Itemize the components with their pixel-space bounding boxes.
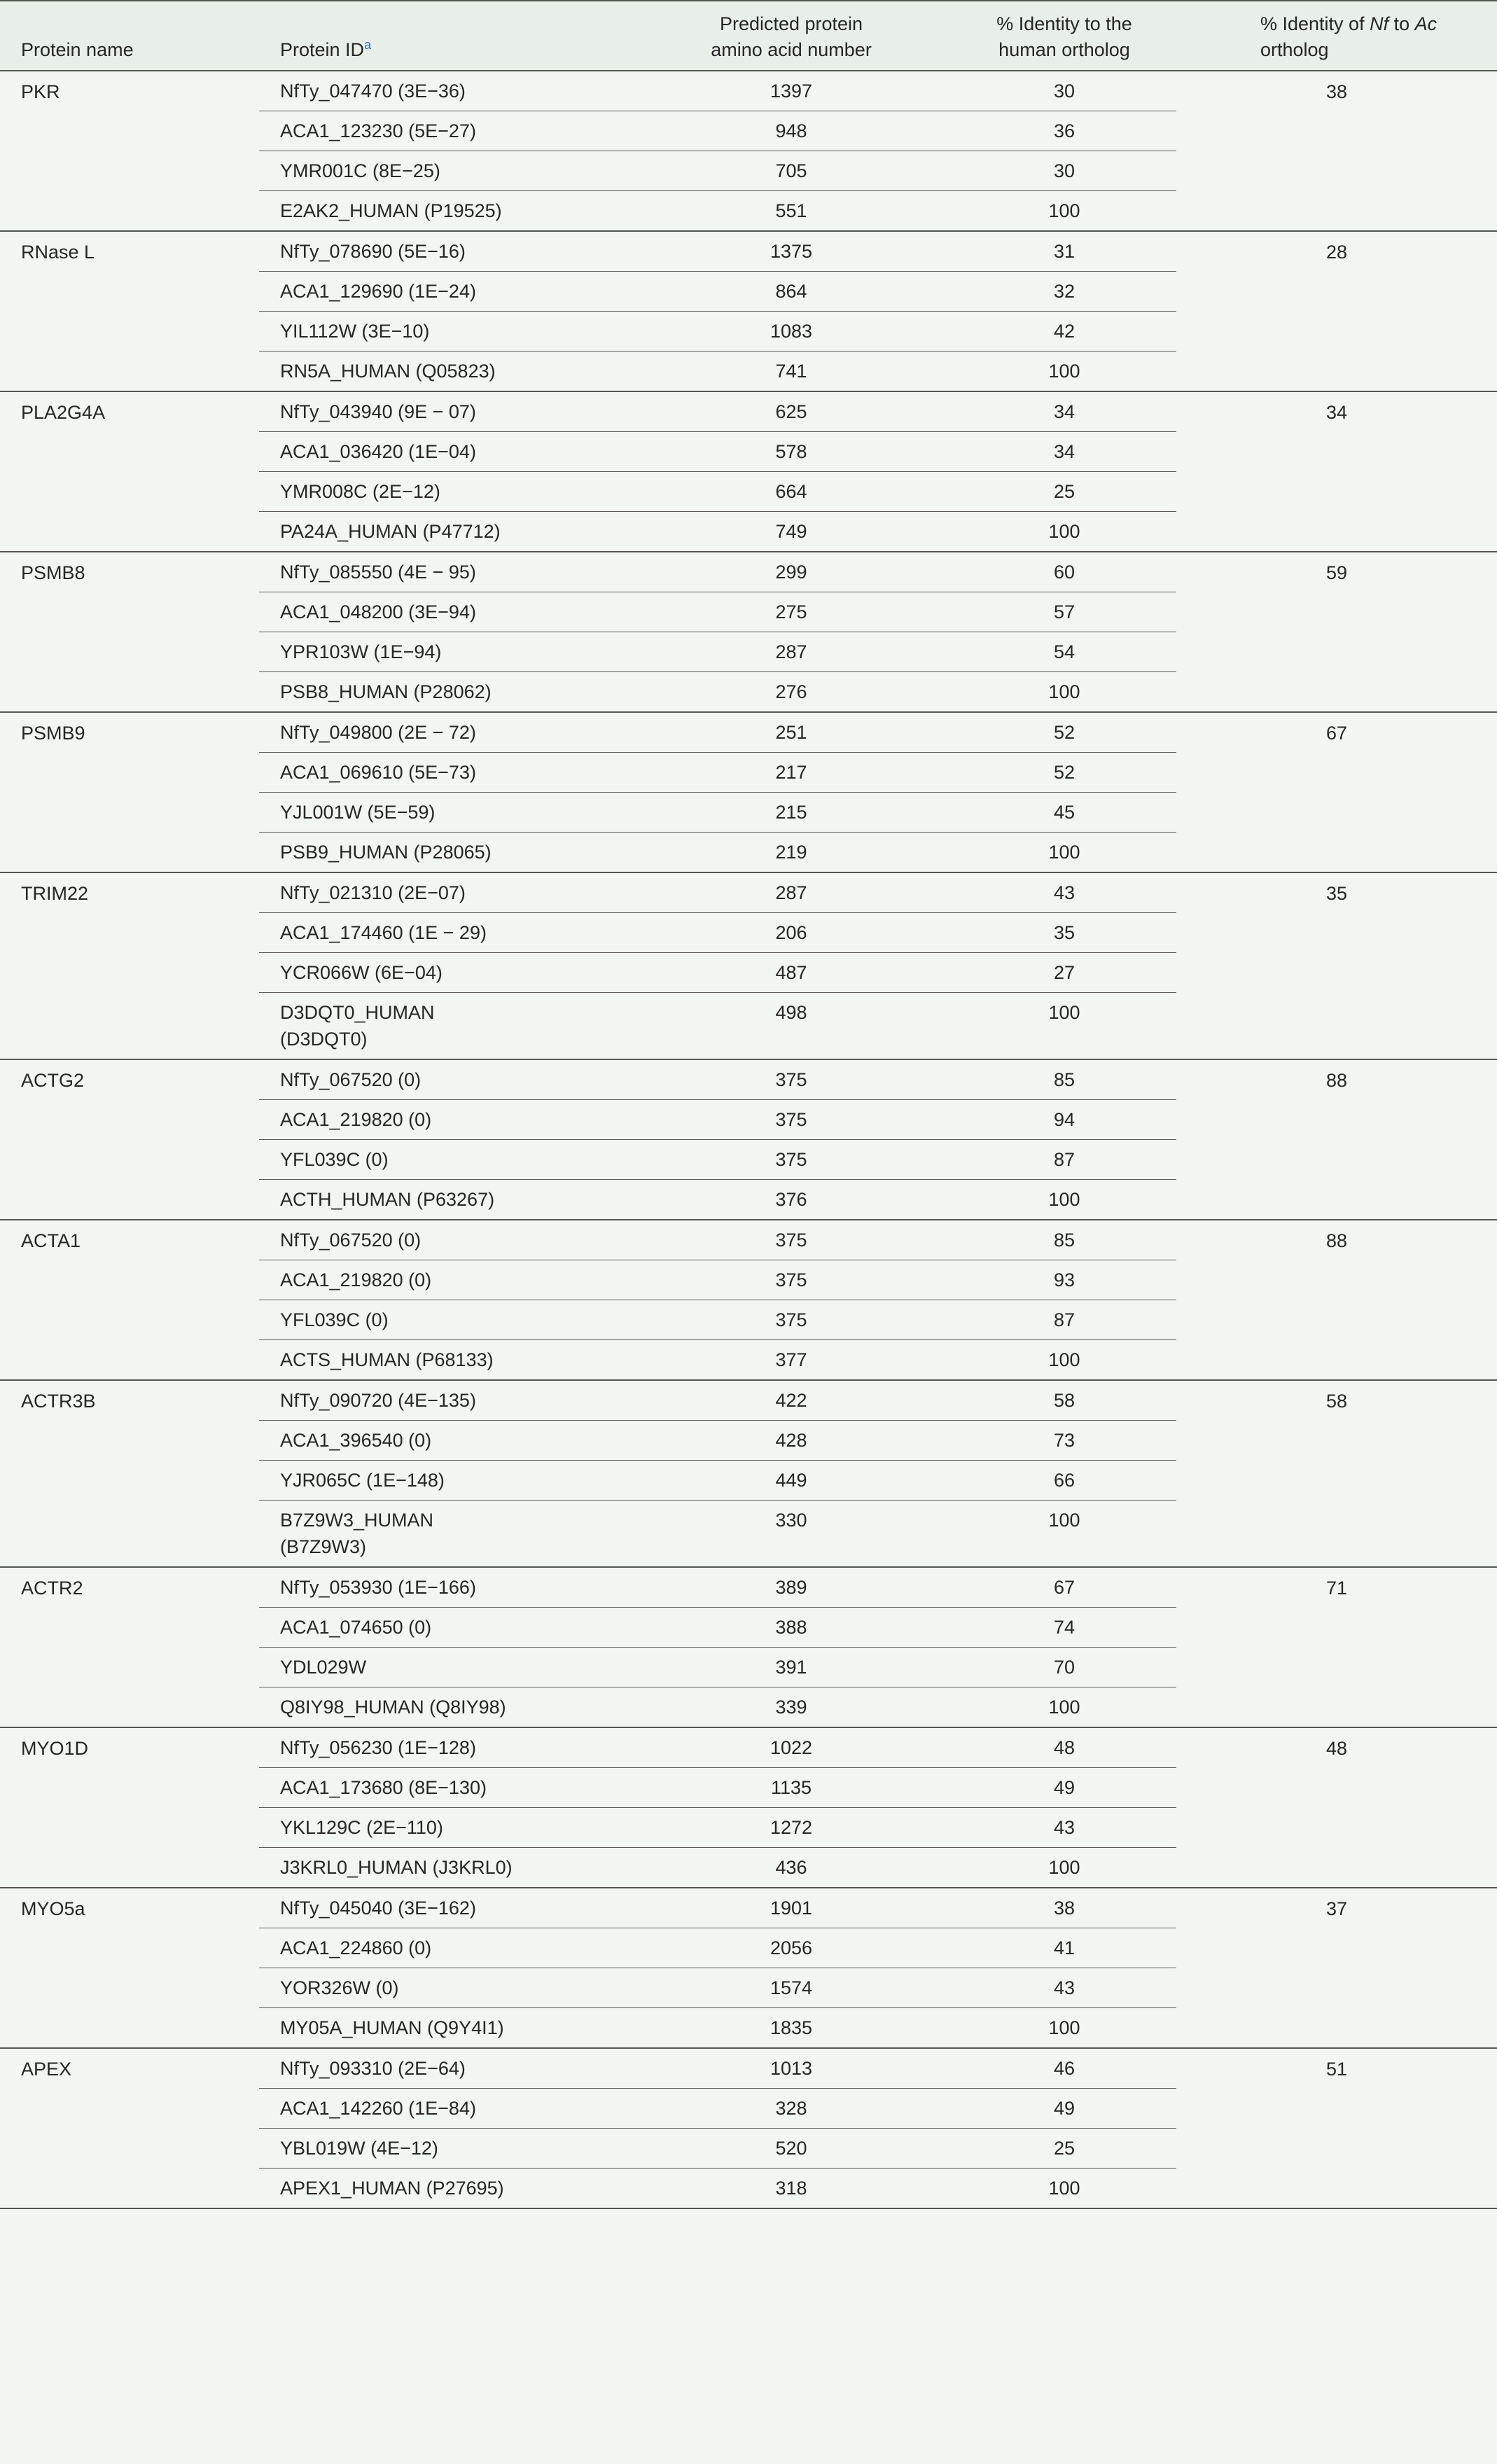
identity-human-cell: 36 — [952, 111, 1176, 151]
protein-id-text: ACA1_219820 (0) — [280, 1269, 432, 1290]
aa-number-cell: 330 — [630, 1501, 952, 1568]
protein-id-text: YBL019W (4E−12) — [280, 2138, 438, 2159]
identity-human-cell: 74 — [952, 1608, 1176, 1648]
protein-id-cell — [259, 1727, 630, 1768]
aa-number-cell: 375 — [630, 1300, 952, 1340]
protein-name-cell: RNase L — [0, 231, 259, 391]
identity-human-cell: 70 — [952, 1648, 1176, 1687]
protein-id-cell — [259, 351, 630, 392]
identity-human-cell: 52 — [952, 753, 1176, 793]
aa-number-cell: 1397 — [630, 71, 952, 111]
protein-id-text: ACTS_HUMAN (P68133) — [280, 1349, 494, 1370]
protein-id-cell — [259, 151, 630, 191]
aa-number-cell: 318 — [630, 2169, 952, 2209]
aa-number-cell: 375 — [630, 1220, 952, 1260]
protein-id-text: PA24A_HUMAN (P47712) — [280, 521, 501, 542]
identity-nf-ac-cell: 48 — [1176, 1727, 1497, 1888]
identity-human-cell: 49 — [952, 1768, 1176, 1808]
protein-id-text: PSB9_HUMAN (P28065) — [280, 842, 492, 863]
protein-id-text: NfTy_093310 (2E−64) — [280, 2058, 466, 2079]
aa-number-cell: 487 — [630, 953, 952, 993]
protein-id-text: ACA1_129690 (1E−24) — [280, 281, 476, 302]
protein-id-cell — [259, 1848, 630, 1888]
protein-name-cell: PLA2G4A — [0, 391, 259, 552]
aa-number-cell: 376 — [630, 1180, 952, 1220]
protein-name-cell: ACTR2 — [0, 1567, 259, 1727]
identity-human-cell: 100 — [952, 1848, 1176, 1888]
identity-human-cell: 30 — [952, 71, 1176, 111]
aa-number-cell: 498 — [630, 993, 952, 1060]
protein-id-cell — [259, 1687, 630, 1728]
identity-human-cell: 38 — [952, 1888, 1176, 1928]
protein-id-cell — [259, 712, 630, 753]
identity-human-cell: 66 — [952, 1461, 1176, 1501]
aa-number-cell: 339 — [630, 1687, 952, 1728]
protein-id-text: NfTy_067520 (0) — [280, 1230, 422, 1251]
table-row — [0, 2048, 1497, 2089]
aa-number-cell: 388 — [630, 1608, 952, 1648]
protein-name-cell: ACTA1 — [0, 1220, 259, 1380]
protein-id-text: NfTy_090720 (4E−135) — [280, 1390, 476, 1411]
protein-id-cell — [259, 512, 630, 552]
identity-human-cell: 46 — [952, 2048, 1176, 2089]
identity-human-cell: 32 — [952, 272, 1176, 312]
aa-number-cell: 375 — [630, 1100, 952, 1140]
protein-id-cell — [259, 1260, 630, 1300]
aa-number-cell: 251 — [630, 712, 952, 753]
aa-number-cell: 1835 — [630, 2008, 952, 2049]
aa-number-cell: 1901 — [630, 1888, 952, 1928]
protein-id-text: NfTy_067520 (0) — [280, 1069, 422, 1090]
protein-id-cell — [259, 592, 630, 632]
table-row — [0, 1059, 1497, 1100]
protein-id-cell — [259, 1888, 630, 1928]
protein-id-cell — [259, 2129, 630, 2169]
protein-id-cell — [259, 1648, 630, 1687]
protein-id-text: YMR008C (2E−12) — [280, 481, 440, 502]
aa-number-cell: 625 — [630, 391, 952, 432]
identity-human-cell: 100 — [952, 993, 1176, 1060]
protein-id-cell — [259, 231, 630, 272]
protein-id-accession: (D3DQT0) — [280, 1029, 368, 1050]
identity-nf-ac-cell: 34 — [1176, 391, 1497, 552]
protein-id-text: ACA1_224860 (0) — [280, 1937, 432, 1958]
protein-id-cell — [259, 552, 630, 592]
protein-id-text: NfTy_056230 (1E−128) — [280, 1737, 476, 1758]
identity-human-cell: 58 — [952, 1380, 1176, 1421]
identity-human-cell: 100 — [952, 351, 1176, 392]
aa-number-cell: 215 — [630, 793, 952, 833]
identity-human-cell: 43 — [952, 872, 1176, 913]
identity-human-cell: 100 — [952, 1340, 1176, 1381]
protein-id-cell — [259, 913, 630, 953]
aa-number-cell: 219 — [630, 833, 952, 873]
table-row — [0, 872, 1497, 913]
protein-id-text: YCR066W (6E−04) — [280, 962, 443, 983]
protein-id-text: D3DQT0_HUMAN — [280, 1002, 435, 1023]
identity-human-cell: 42 — [952, 312, 1176, 351]
protein-id-text: YPR103W (1E−94) — [280, 641, 442, 662]
table-row — [0, 1727, 1497, 1768]
protein-id-cell — [259, 1968, 630, 2008]
protein-id-cell — [259, 993, 630, 1060]
protein-id-text: ACA1_174460 (1E − 29) — [280, 922, 487, 943]
protein-id-cell — [259, 1608, 630, 1648]
aa-number-cell: 375 — [630, 1140, 952, 1180]
protein-id-cell — [259, 272, 630, 312]
identity-human-cell: 54 — [952, 632, 1176, 672]
protein-id-cell — [259, 632, 630, 672]
aa-number-cell: 377 — [630, 1340, 952, 1381]
protein-id-cell — [259, 391, 630, 432]
aa-number-cell: 389 — [630, 1567, 952, 1608]
identity-human-cell: 100 — [952, 512, 1176, 552]
aa-number-cell: 287 — [630, 872, 952, 913]
protein-id-text: PSB8_HUMAN (P28062) — [280, 681, 492, 702]
identity-human-cell: 57 — [952, 592, 1176, 632]
identity-human-cell: 94 — [952, 1100, 1176, 1140]
identity-human-cell: 25 — [952, 472, 1176, 512]
identity-human-cell: 34 — [952, 391, 1176, 432]
protein-id-text: ACA1_069610 (5E−73) — [280, 762, 476, 783]
protein-id-text: YFL039C (0) — [280, 1149, 389, 1170]
aa-number-cell: 391 — [630, 1648, 952, 1687]
protein-id-cell — [259, 672, 630, 713]
protein-id-text: NfTy_049800 (2E − 72) — [280, 722, 476, 743]
identity-human-cell: 85 — [952, 1220, 1176, 1260]
protein-id-cell — [259, 1140, 630, 1180]
aa-number-cell: 375 — [630, 1059, 952, 1100]
protein-id-cell — [259, 1059, 630, 1100]
identity-nf-ac-cell: 59 — [1176, 552, 1497, 712]
protein-id-cell — [259, 312, 630, 351]
protein-id-text: J3KRL0_HUMAN (J3KRL0) — [280, 1857, 513, 1878]
protein-name-cell: ACTR3B — [0, 1380, 259, 1567]
protein-id-text: NfTy_043940 (9E − 07) — [280, 401, 476, 422]
aa-number-cell: 664 — [630, 472, 952, 512]
identity-human-cell: 67 — [952, 1567, 1176, 1608]
identity-human-cell: 43 — [952, 1968, 1176, 2008]
aa-number-cell: 1022 — [630, 1727, 952, 1768]
protein-id-text: ACTH_HUMAN (P63267) — [280, 1189, 495, 1210]
protein-id-text: NfTy_078690 (5E−16) — [280, 241, 466, 262]
identity-human-cell: 100 — [952, 1180, 1176, 1220]
identity-human-cell: 100 — [952, 672, 1176, 713]
identity-human-cell: 41 — [952, 1928, 1176, 1968]
identity-nf-ac-cell: 88 — [1176, 1220, 1497, 1380]
table-row — [0, 71, 1497, 111]
aa-number-cell: 217 — [630, 753, 952, 793]
table-row — [0, 1888, 1497, 1928]
aa-number-cell: 328 — [630, 2089, 952, 2129]
identity-human-cell: 25 — [952, 2129, 1176, 2169]
identity-human-cell: 100 — [952, 1687, 1176, 1728]
protein-id-cell — [259, 1220, 630, 1260]
identity-human-cell: 93 — [952, 1260, 1176, 1300]
table-row — [0, 1220, 1497, 1260]
protein-id-cell — [259, 2089, 630, 2129]
protein-name-cell: MYO1D — [0, 1727, 259, 1888]
aa-number-cell: 578 — [630, 432, 952, 472]
aa-number-cell: 375 — [630, 1260, 952, 1300]
protein-id-cell — [259, 1340, 630, 1381]
protein-id-cell — [259, 1300, 630, 1340]
identity-nf-ac-cell: 58 — [1176, 1380, 1497, 1567]
protein-id-cell — [259, 793, 630, 833]
protein-id-text: ACA1_396540 (0) — [280, 1430, 432, 1451]
protein-id-cell — [259, 1768, 630, 1808]
aa-number-cell: 276 — [630, 672, 952, 713]
protein-id-cell — [259, 1380, 630, 1421]
protein-name-cell: MYO5a — [0, 1888, 259, 2048]
aa-number-cell: 1272 — [630, 1808, 952, 1848]
protein-id-text: E2AK2_HUMAN (P19525) — [280, 200, 502, 221]
aa-number-cell: 864 — [630, 272, 952, 312]
identity-human-cell: 100 — [952, 1501, 1176, 1568]
identity-human-cell: 31 — [952, 231, 1176, 272]
protein-id-accession: (B7Z9W3) — [280, 1536, 367, 1557]
protein-id-text: YKL129C (2E−110) — [280, 1817, 443, 1838]
aa-number-cell: 1135 — [630, 1768, 952, 1808]
table-body — [0, 71, 1497, 2208]
protein-id-text: MY05A_HUMAN (Q9Y4I1) — [280, 2017, 504, 2038]
protein-id-cell — [259, 872, 630, 913]
identity-human-cell: 52 — [952, 712, 1176, 753]
identity-human-cell: 34 — [952, 432, 1176, 472]
table-row — [0, 231, 1497, 272]
protein-name-cell: PSMB8 — [0, 552, 259, 712]
identity-human-cell: 100 — [952, 191, 1176, 232]
aa-number-cell: 1013 — [630, 2048, 952, 2089]
header-identity-nf-ac: % Identity of Nf to Ac ortholog — [1176, 1, 1497, 71]
protein-name-cell: TRIM22 — [0, 872, 259, 1059]
protein-id-text: NfTy_047470 (3E−36) — [280, 81, 466, 102]
protein-id-cell — [259, 2008, 630, 2049]
protein-id-text: ACA1_074650 (0) — [280, 1617, 432, 1638]
protein-id-text: ACA1_123230 (5E−27) — [280, 120, 476, 141]
footnote-marker[interactable]: a — [364, 38, 372, 52]
protein-id-cell — [259, 1461, 630, 1501]
protein-id-text: ACA1_048200 (3E−94) — [280, 601, 476, 622]
protein-id-cell — [259, 753, 630, 793]
protein-id-cell — [259, 953, 630, 993]
identity-nf-ac-cell: 35 — [1176, 872, 1497, 1059]
identity-human-cell: 85 — [952, 1059, 1176, 1100]
protein-id-cell — [259, 472, 630, 512]
protein-id-cell — [259, 71, 630, 111]
identity-human-cell: 87 — [952, 1300, 1176, 1340]
header-protein-name: Protein name — [0, 1, 259, 71]
identity-human-cell: 100 — [952, 2169, 1176, 2209]
identity-human-cell: 87 — [952, 1140, 1176, 1180]
protein-name-cell: PKR — [0, 71, 259, 231]
aa-number-cell: 1083 — [630, 312, 952, 351]
header-protein-id: Protein $ID^a$ — [259, 1, 630, 71]
aa-number-cell: 287 — [630, 632, 952, 672]
identity-human-cell: 100 — [952, 2008, 1176, 2049]
identity-human-cell: 73 — [952, 1421, 1176, 1461]
protein-id-text: YMR001C (8E−25) — [280, 160, 440, 181]
aa-number-cell: 206 — [630, 913, 952, 953]
protein-id-text: NfTy_021310 (2E−07) — [280, 882, 466, 903]
identity-human-cell: 100 — [952, 833, 1176, 873]
protein-id-cell — [259, 1100, 630, 1140]
identity-nf-ac-cell: 88 — [1176, 1059, 1497, 1220]
identity-human-cell: 60 — [952, 552, 1176, 592]
aa-number-cell: 275 — [630, 592, 952, 632]
protein-id-text: ACA1_173680 (8E−130) — [280, 1777, 487, 1798]
protein-id-text: RN5A_HUMAN (Q05823) — [280, 361, 496, 382]
protein-id-cell — [259, 1567, 630, 1608]
table-row — [0, 1567, 1497, 1608]
identity-human-cell: 48 — [952, 1727, 1176, 1768]
protein-id-cell — [259, 111, 630, 151]
aa-number-cell: 422 — [630, 1380, 952, 1421]
protein-id-cell — [259, 1928, 630, 1968]
identity-nf-ac-cell: 51 — [1176, 2048, 1497, 2208]
aa-number-cell: 299 — [630, 552, 952, 592]
protein-name-cell: APEX — [0, 2048, 259, 2208]
identity-nf-ac-cell: 37 — [1176, 1888, 1497, 2048]
protein-id-text: Q8IY98_HUMAN (Q8IY98) — [280, 1697, 506, 1718]
protein-id-cell — [259, 1180, 630, 1220]
aa-number-cell: 449 — [630, 1461, 952, 1501]
protein-id-cell — [259, 2169, 630, 2209]
table-row — [0, 712, 1497, 753]
protein-name-cell: ACTG2 — [0, 1059, 259, 1220]
aa-number-cell: 436 — [630, 1848, 952, 1888]
protein-name-cell: PSMB9 — [0, 712, 259, 872]
protein-id-text: ACA1_219820 (0) — [280, 1109, 432, 1130]
protein-id-cell — [259, 2048, 630, 2089]
protein-id-text: ACA1_142260 (1E−84) — [280, 2098, 476, 2119]
header-row — [0, 1, 1497, 71]
header-aa-number: Predicted protein amino acid number — [630, 1, 952, 71]
identity-human-cell: 43 — [952, 1808, 1176, 1848]
protein-id-cell — [259, 833, 630, 873]
protein-id-text: B7Z9W3_HUMAN — [280, 1510, 434, 1531]
table-row — [0, 391, 1497, 432]
table-row — [0, 1380, 1497, 1421]
identity-human-cell: 30 — [952, 151, 1176, 191]
identity-human-cell: 35 — [952, 913, 1176, 953]
protein-id-text: YIL112W (3E−10) — [280, 321, 430, 342]
identity-human-cell: 45 — [952, 793, 1176, 833]
identity-nf-ac-cell: 38 — [1176, 71, 1497, 231]
identity-nf-ac-cell: 67 — [1176, 712, 1497, 872]
aa-number-cell: 2056 — [630, 1928, 952, 1968]
protein-id-cell — [259, 1808, 630, 1848]
table-row — [0, 552, 1497, 592]
protein-id-cell — [259, 432, 630, 472]
protein-id-text: NfTy_053930 (1E−166) — [280, 1577, 476, 1598]
aa-number-cell: 741 — [630, 351, 952, 392]
identity-nf-ac-cell: 71 — [1176, 1567, 1497, 1727]
protein-id-text: YOR326W (0) — [280, 1977, 399, 1998]
protein-id-text: ACA1_036420 (1E−04) — [280, 441, 476, 462]
protein-id-text: NfTy_045040 (3E−162) — [280, 1898, 476, 1919]
identity-human-cell: 27 — [952, 953, 1176, 993]
protein-id-cell — [259, 1421, 630, 1461]
protein-id-text: YDL029W — [280, 1657, 367, 1678]
aa-number-cell: 1375 — [630, 231, 952, 272]
protein-id-text: YJR065C (1E−148) — [280, 1470, 445, 1491]
protein-id-cell — [259, 1501, 630, 1568]
header-identity-human: % Identity to the human ortholog — [952, 1, 1176, 71]
aa-number-cell: 948 — [630, 111, 952, 151]
aa-number-cell: 520 — [630, 2129, 952, 2169]
aa-number-cell: 551 — [630, 191, 952, 232]
protein-id-text: YJL001W (5E−59) — [280, 802, 436, 823]
identity-human-cell: 49 — [952, 2089, 1176, 2129]
aa-number-cell: 1574 — [630, 1968, 952, 2008]
protein-id-cell — [259, 191, 630, 232]
protein-id-text: NfTy_085550 (4E − 95) — [280, 562, 476, 583]
protein-id-text: APEX1_HUMAN (P27695) — [280, 2178, 504, 2199]
aa-number-cell: 428 — [630, 1421, 952, 1461]
protein-id-text: YFL039C (0) — [280, 1309, 389, 1330]
identity-nf-ac-cell: 28 — [1176, 231, 1497, 391]
aa-number-cell: 749 — [630, 512, 952, 552]
aa-number-cell: 705 — [630, 151, 952, 191]
